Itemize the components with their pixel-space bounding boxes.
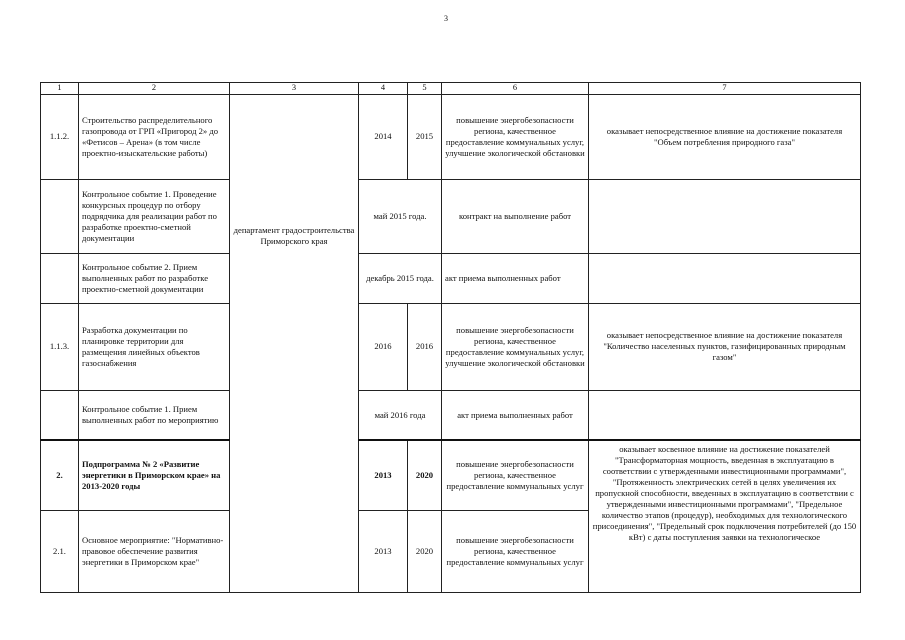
event-date: май 2015 года.: [359, 179, 442, 253]
table-row: [41, 94, 861, 179]
row-number: 1.1.2.: [41, 94, 79, 179]
column-header: 7: [589, 83, 861, 95]
event-date: май 2016 года: [359, 390, 442, 440]
indicator-impact: оказывает косвенное влияние на достижение показателей "Трансформаторная мощность, введенная в эксплуатацию в соответствии с утвержденными инвестиционными программами", "Протяженность электрических сетей в целях увеличения их пропускной способности, введенных в эксплуатацию в соответствии с утвержденными инвестиционными программами", "Предельное количество этапов (процедур), необходимых для технологического присоединения", "Предельный срок подключения потребителей (до 150 кВт) с даты поступления заявки на технологическое: [589, 440, 861, 592]
indicator-impact: [589, 179, 861, 253]
column-header: 5: [408, 83, 442, 95]
row-number: 1.1.3.: [41, 303, 79, 390]
column-header: 3: [230, 83, 359, 95]
row-number: 2.: [41, 440, 79, 510]
event-date: декабрь 2015 года.: [359, 253, 442, 303]
start-year: 2013: [359, 440, 408, 510]
table-row: [41, 440, 861, 510]
indicator-impact: [589, 390, 861, 440]
row-name: Разработка документации по планировке территории для размещения линейных объектов газоснабжения: [79, 303, 230, 390]
expected-result: повышение энергобезопасности региона, качественное предоставление коммунальных услуг: [442, 440, 589, 510]
end-year: 2020: [408, 440, 442, 510]
row-name: Основное мероприятие: "Нормативно-правовое обеспечение развития энергетики в Приморском крае": [79, 510, 230, 592]
row-number: 2.1.: [41, 510, 79, 592]
row-number: [41, 179, 79, 253]
row-name: Подпрограмма № 2 «Развитие энергетики в Приморском крае» на 2013-2020 годы: [79, 440, 230, 510]
column-header: 4: [359, 83, 408, 95]
row-number: [41, 253, 79, 303]
row-name: Контрольное событие 1. Прием выполненных работ по мероприятию: [79, 390, 230, 440]
column-header: 6: [442, 83, 589, 95]
table-row: [41, 179, 861, 253]
expected-result: контракт на выполнение работ: [442, 179, 589, 253]
row-name: Контрольное событие 2. Прием выполненных работ по разработке проектно-сметной документации: [79, 253, 230, 303]
end-year: 2015: [408, 94, 442, 179]
row-name: Строительство распределительного газопровода от ГРП «Пригород 2» до «Фетисов – Арена» (в том числе проектно-изыскательские работы): [79, 94, 230, 179]
table-row: [41, 390, 861, 440]
indicator-impact: оказывает непосредственное влияние на достижение показателя "Количество населенных пунктов, газифицированных природным газом": [589, 303, 861, 390]
table-row: [41, 303, 861, 390]
table-row: [41, 253, 861, 303]
expected-result: повышение энергобезопасности региона, качественное предоставление коммунальных услуг, улучшение экологической обстановки: [442, 94, 589, 179]
indicator-impact: оказывает непосредственное влияние на достижение показателя "Объем потребления природного газа": [589, 94, 861, 179]
responsible-cell: [230, 94, 359, 592]
expected-result: акт приема выполненных работ: [442, 253, 589, 303]
responsible-text: департамент градостроительства Приморского края: [233, 225, 355, 247]
start-year: 2014: [359, 94, 408, 179]
end-year: 2020: [408, 510, 442, 592]
header-row: [41, 83, 861, 95]
indicator-impact: [589, 253, 861, 303]
start-year: 2016: [359, 303, 408, 390]
column-header: 1: [41, 83, 79, 95]
expected-result: акт приема выполненных работ: [442, 390, 589, 440]
page-number: 3: [444, 14, 448, 23]
program-table: [40, 82, 861, 593]
row-number: [41, 390, 79, 440]
end-year: 2016: [408, 303, 442, 390]
expected-result: повышение энергобезопасности региона, качественное предоставление коммунальных услуг: [442, 510, 589, 592]
column-header: 2: [79, 83, 230, 95]
row-name: Контрольное событие 1. Проведение конкурсных процедур по отбору подрядчика для реализации работ по разработке проектно-сметной документации: [79, 179, 230, 253]
expected-result: повышение энергобезопасности региона, качественное предоставление коммунальных услуг, улучшение экологической обстановки: [442, 303, 589, 390]
start-year: 2013: [359, 510, 408, 592]
